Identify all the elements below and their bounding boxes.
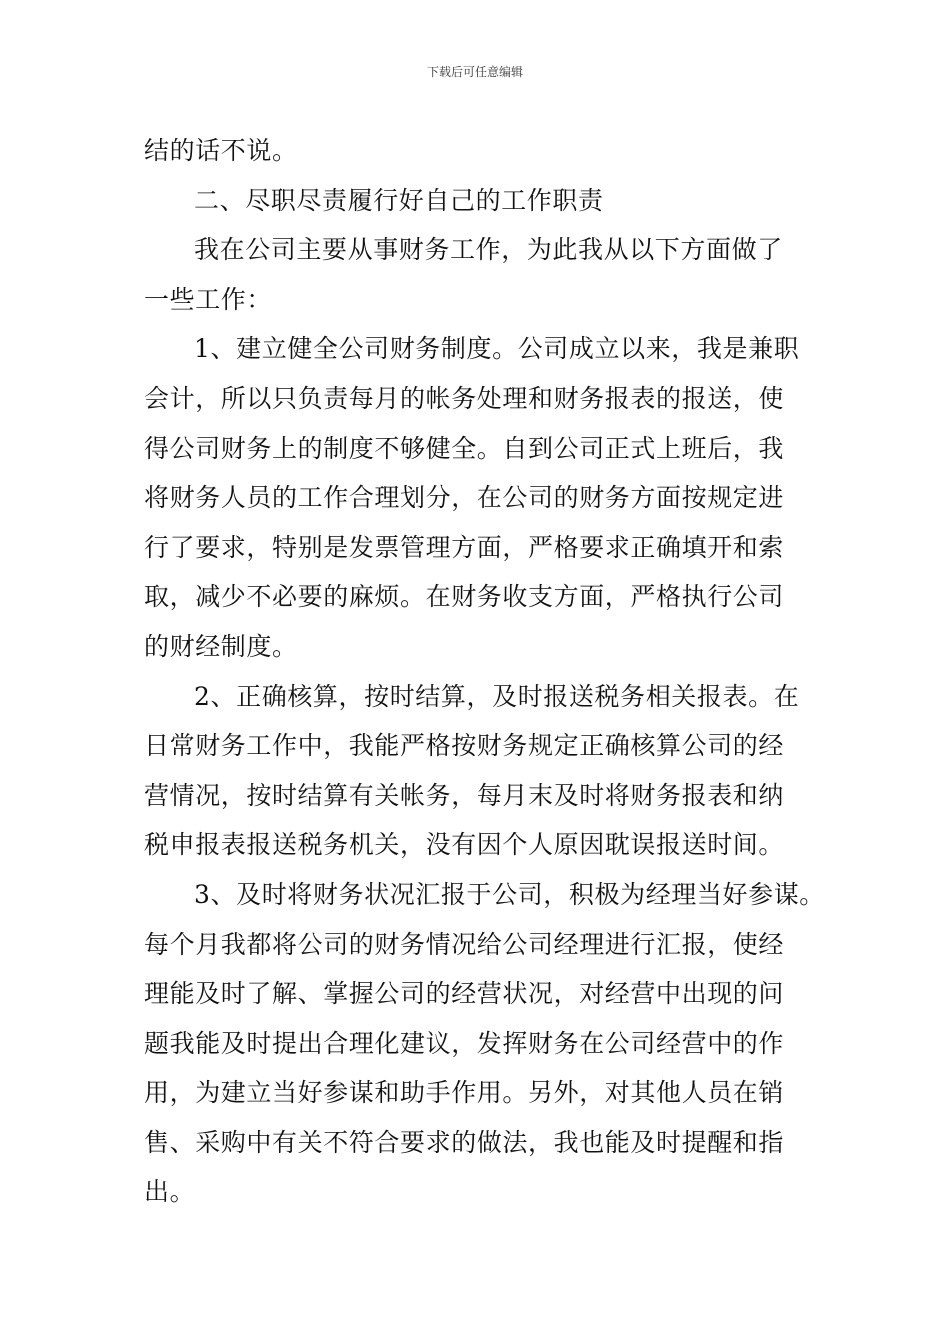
text-line: 日常财务工作中，我能严格按财务规定正确核算公司的经 — [144, 731, 785, 761]
text-line: 二、尽职尽责履行好自己的工作职责 — [194, 185, 604, 215]
text-line: 结的话不说。 — [144, 136, 298, 165]
text-line: 一些工作： — [144, 284, 273, 314]
text-line: 的财经制度。 — [144, 631, 298, 661]
paragraph-intro — [144, 225, 808, 324]
section-heading — [144, 176, 808, 226]
text-line: 用，为建立当好参谋和助手作用。另外，对其他人员在销 — [144, 1078, 785, 1108]
text-line: 将财务人员的工作合理划分，在公司的财务方面按规定进 — [144, 483, 785, 513]
text-line: 1、建立健全公司财务制度。公司成立以来，我是兼职 — [194, 334, 800, 364]
page-header-note: 下载后可任意编辑 — [426, 65, 523, 79]
text-line: 得公司财务上的制度不够健全。自到公司正式上班后，我 — [144, 433, 785, 463]
text-line: 会计，所以只负责每月的帐务处理和财务报表的报送，使 — [144, 383, 785, 413]
paragraph-item-2 — [144, 672, 808, 870]
paragraph-item-3 — [144, 870, 825, 1217]
text-line: 售、采购中有关不符合要求的做法，我也能及时提醒和指 — [144, 1127, 785, 1157]
text-line: 每个月我都将公司的财务情况给公司经理进行汇报，使经 — [144, 929, 785, 959]
paragraph-item-1 — [144, 324, 808, 671]
text-line: 取，减少不必要的麻烦。在财务收支方面，严格执行公司 — [144, 582, 785, 612]
text-line: 2、正确核算，按时结算，及时报送税务相关报表。在 — [194, 681, 800, 711]
text-line: 出。 — [144, 1177, 196, 1207]
text-line: 题我能及时提出合理化建议，发挥财务在公司经营中的作 — [144, 1028, 785, 1058]
text-line: 我在公司主要从事财务工作，为此我从以下方面做了 — [194, 235, 783, 265]
paragraph-continuation — [144, 126, 808, 176]
text-line: 3、及时将财务状况汇报于公司，积极为经理当好参谋。 — [194, 879, 825, 909]
document-body — [144, 126, 825, 1217]
text-line: 税申报表报送税务机关，没有因个人原因耽误报送时间。 — [144, 830, 785, 860]
text-line: 营情况，按时结算有关帐务，每月末及时将财务报表和纳 — [144, 780, 785, 810]
text-line: 理能及时了解、掌握公司的经营状况，对经营中出现的问 — [144, 979, 785, 1009]
text-line: 行了要求，特别是发票管理方面，严格要求正确填开和索 — [144, 532, 785, 562]
